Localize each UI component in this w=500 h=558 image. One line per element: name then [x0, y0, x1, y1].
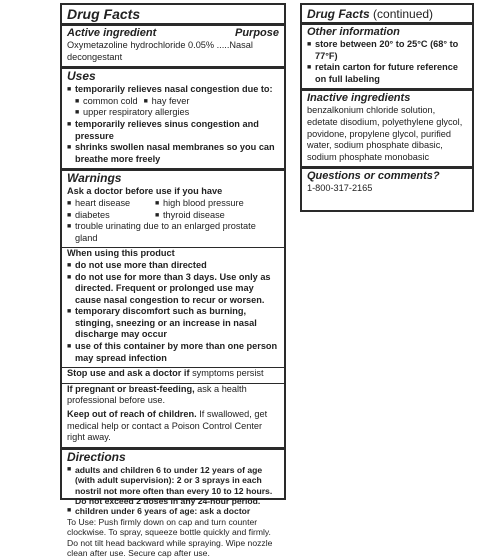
inactive-ingredients-text: benzalkonium chloride solution, edetate disodium, polyethylene glycol, povidone, propylene glycol, purified water, sodium phosphate dibasic, sodium phosphate monobasic — [307, 105, 463, 162]
stop-use-bold: Stop use and ask a doctor if — [67, 368, 190, 379]
list-item: ■ hay fever — [144, 96, 190, 108]
uses-list — [62, 84, 284, 96]
list-item: ■ do not use more than directed — [67, 260, 279, 272]
pregnancy-bold: If pregnant or breast-feeding, — [67, 383, 195, 394]
inactive-ingredients-heading: Inactive ingredients — [307, 92, 411, 105]
keep-out-bold: Keep out of reach of children. — [67, 409, 197, 420]
list-item: ■ temporarily relieves sinus congestion and pressure — [67, 119, 279, 142]
list-item: ■ retain carton for future reference on full labeling — [307, 62, 467, 85]
directions-to-use: To Use: Push firmly down on cap and turn counter clockwise. To spray, squeeze bottle quickly and firmly. Do not tilt head backward while spraying. Wipe nozzle clean after use. Secure cap after use. — [67, 516, 273, 558]
list-item: ■ shrinks swollen nasal membranes so you can breathe more freely — [67, 142, 279, 165]
drug-facts-title-right: Drug Facts — [307, 7, 370, 21]
other-information-heading: Other information — [307, 26, 400, 38]
directions-list — [62, 465, 284, 517]
keep-out-text: If swallowed, get medical help or contact a Poison Control Center right away. — [67, 409, 268, 443]
list-item: ■ use of this container by more than one person may spread infection — [67, 341, 279, 364]
conditions-list — [62, 198, 284, 244]
list-item: ■ high blood pressure — [155, 198, 244, 210]
uses-heading: Uses — [67, 69, 96, 84]
when-using-heading: When using this product — [67, 248, 175, 259]
list-item: ■ do not use for more than 3 days. Use only as directed. Frequent or prolonged use may cause nasal congestion to recur or worsen. — [67, 272, 279, 307]
pregnancy-text: ask a health professional before use. — [67, 383, 247, 406]
active-ingredient-line: Oxymetazoline hydrochloride 0.05% .....Nasal decongestant — [67, 40, 253, 62]
keep-out-line — [62, 409, 284, 444]
list-item: ■ trouble urinating due to an enlarged prostate gland — [67, 221, 273, 244]
continued-label: (continued) — [369, 7, 434, 21]
active-ingredient-header — [62, 26, 284, 40]
questions-heading: Questions or comments? — [307, 170, 440, 183]
when-using-list — [62, 260, 284, 364]
list-item: ■ children under 6 years of age: ask a doctor — [67, 506, 279, 516]
list-item: ■ store between 20° to 25°C (68° to 77°F) — [307, 39, 467, 62]
phone-number: 1-800-317-2165 — [307, 183, 373, 194]
ask-doctor-heading: Ask a doctor before use if you have — [67, 186, 223, 197]
drug-facts-continued-title — [302, 5, 472, 22]
stop-use-text: symptoms persist — [189, 368, 264, 379]
list-item: ■ diabetes — [67, 210, 149, 222]
purpose-heading: Purpose — [234, 27, 279, 39]
directions-heading: Directions — [67, 449, 126, 464]
list-item: ■ adults and children 6 to under 12 years of age (with adult supervision): 2 or 3 sprays in each nostril not more often than every 10 to 12 hours. Do not exceed 2 doses in any 24-hour period. — [67, 465, 279, 507]
other-information-list — [302, 39, 472, 85]
uses-list-more — [62, 119, 284, 165]
drug-facts-right-panel — [300, 3, 474, 212]
drug-facts-left-panel — [60, 3, 286, 558]
warnings-heading: Warnings — [67, 171, 122, 186]
list-item: ■ common cold — [75, 96, 138, 108]
pregnancy-line — [62, 384, 284, 407]
drug-facts-title: Drug Facts — [67, 6, 141, 22]
list-item: ■ temporarily relieves nasal congestion due to: — [67, 84, 279, 96]
list-item: ■ heart disease — [67, 198, 149, 210]
stop-use-line — [62, 368, 284, 380]
uses-sublist — [62, 96, 284, 119]
list-item: ■ upper respiratory allergies — [75, 107, 189, 119]
active-ingredient-heading: Active ingredient — [67, 27, 157, 39]
list-item: ■ thyroid disease — [155, 210, 225, 222]
list-item: ■ temporary discomfort such as burning, stinging, sneezing or an increase in nasal discharge may occur — [67, 306, 279, 341]
